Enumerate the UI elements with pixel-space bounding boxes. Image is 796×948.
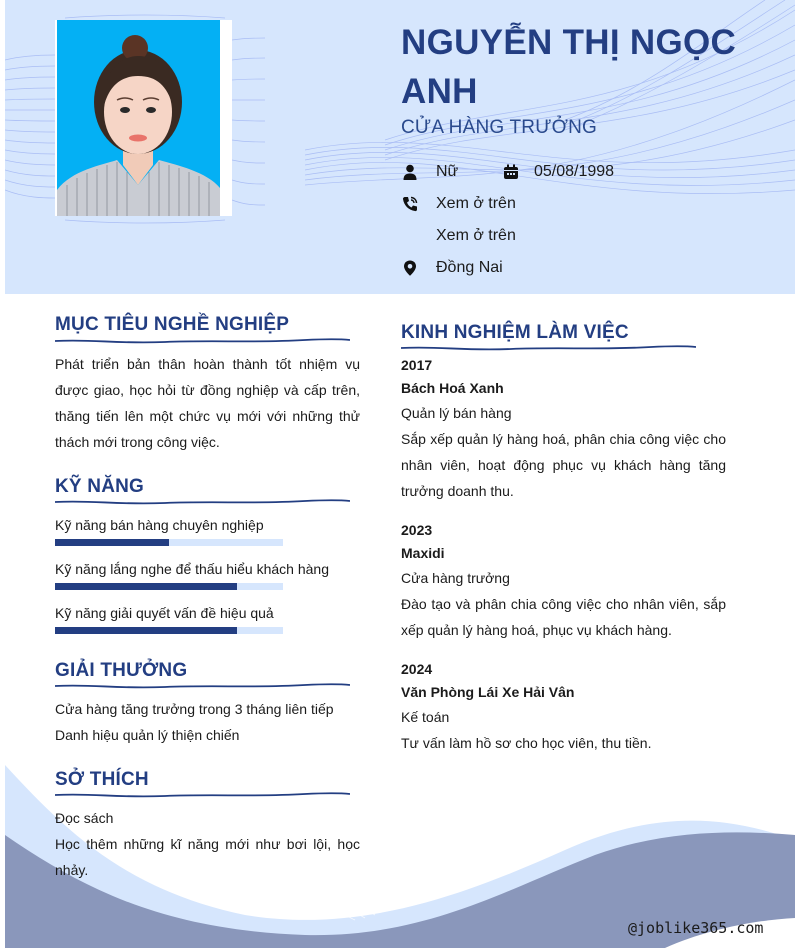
hobby-item: Học thêm những kĩ năng mới như bơi lội, học nhảy. bbox=[55, 836, 360, 878]
email-value: Xem ở trên bbox=[436, 227, 516, 244]
dob-value: 05/08/1998 bbox=[534, 163, 615, 180]
skills-title: KỸ NĂNG bbox=[55, 476, 145, 497]
experience-description: Đào tạo và phân chia công việc cho nhân viên, sắp xếp quản lý hàng hoá, phục vụ khách hàng. bbox=[401, 596, 726, 638]
objective-underline bbox=[55, 337, 350, 345]
user-icon bbox=[401, 163, 419, 181]
experience-company: Maxidi bbox=[401, 545, 445, 561]
skill-label: Kỹ năng giải quyết vấn đề hiệu quả bbox=[55, 605, 274, 621]
phone-row bbox=[401, 192, 516, 216]
experience-year: 2024 bbox=[401, 661, 433, 677]
experience-company: Bách Hoá Xanh bbox=[401, 380, 504, 396]
skill-label: Kỹ năng bán hàng chuyên nghiệp bbox=[55, 517, 264, 533]
hobbies-underline bbox=[55, 791, 350, 799]
header bbox=[5, 0, 795, 294]
experience-underline bbox=[401, 344, 696, 352]
skill-label: Kỹ năng lắng nghe để thấu hiểu khách hàng bbox=[55, 561, 330, 577]
award-item: Danh hiệu quản lý thiện chiến bbox=[55, 727, 240, 743]
skills-underline bbox=[55, 498, 350, 506]
profile-photo bbox=[57, 20, 220, 216]
awards-title: GIẢI THƯỞNG bbox=[55, 660, 188, 681]
experience-description: Tư vấn làm hồ sơ cho học viên, thu tiền. bbox=[401, 735, 652, 751]
experience-role: Kế toán bbox=[401, 709, 450, 725]
experience-year: 2017 bbox=[401, 357, 433, 373]
calendar-icon bbox=[503, 164, 519, 180]
portrait-illustration bbox=[57, 20, 220, 216]
skill-bar-fill bbox=[55, 539, 169, 546]
phone-value: Xem ở trên bbox=[436, 195, 516, 212]
gender-row bbox=[401, 160, 458, 184]
skill-bar-fill bbox=[55, 627, 237, 634]
email-icon-placeholder bbox=[401, 227, 419, 245]
address-row bbox=[401, 256, 503, 280]
awards-underline bbox=[55, 682, 350, 690]
experience-title: KINH NGHIỆM LÀM VIỆC bbox=[401, 322, 629, 343]
experience-year: 2023 bbox=[401, 522, 433, 538]
email-row bbox=[401, 224, 516, 248]
hobby-item: Đọc sách bbox=[55, 810, 114, 826]
skill-bar bbox=[55, 539, 283, 546]
experience-role: Quản lý bán hàng bbox=[401, 405, 512, 421]
hobbies-title: SỞ THÍCH bbox=[55, 769, 149, 790]
objective-text: Phát triển bản thân hoàn thành tốt nhiệm vụ được giao, học hỏi từ đồng nghiệp và cấp trên, thăng tiến lên một chức vụ mới với những thử thách mới trong công việc. bbox=[55, 356, 360, 450]
phone-icon bbox=[401, 195, 419, 213]
skill-bar-fill bbox=[55, 583, 237, 590]
experience-role: Cửa hàng trưởng bbox=[401, 570, 510, 586]
map-pin-icon bbox=[401, 259, 419, 277]
skill-bar bbox=[55, 627, 283, 634]
candidate-name: NGUYỄN THỊ NGỌC ANH bbox=[401, 23, 737, 111]
dob-row bbox=[503, 160, 614, 184]
experience-description: Sắp xếp quản lý hàng hoá, phân chia công việc cho nhân viên, hoạt động phục vụ khách hàng tăng trưởng doanh thu. bbox=[401, 431, 726, 499]
address-value: Đồng Nai bbox=[436, 259, 503, 276]
award-item: Cửa hàng tăng trưởng trong 3 tháng liên tiếp bbox=[55, 701, 334, 717]
cv-page bbox=[5, 0, 795, 948]
profile-photo-frame bbox=[55, 20, 232, 216]
gender-value: Nữ bbox=[436, 163, 459, 180]
watermark-link[interactable]: @joblike365.com bbox=[628, 919, 764, 937]
objective-title: MỤC TIÊU NGHỀ NGHIỆP bbox=[55, 314, 290, 335]
job-title: CỬA HÀNG TRƯỞNG bbox=[401, 117, 598, 138]
experience-company: Văn Phòng Lái Xe Hải Vân bbox=[401, 684, 575, 700]
skill-bar bbox=[55, 583, 283, 590]
